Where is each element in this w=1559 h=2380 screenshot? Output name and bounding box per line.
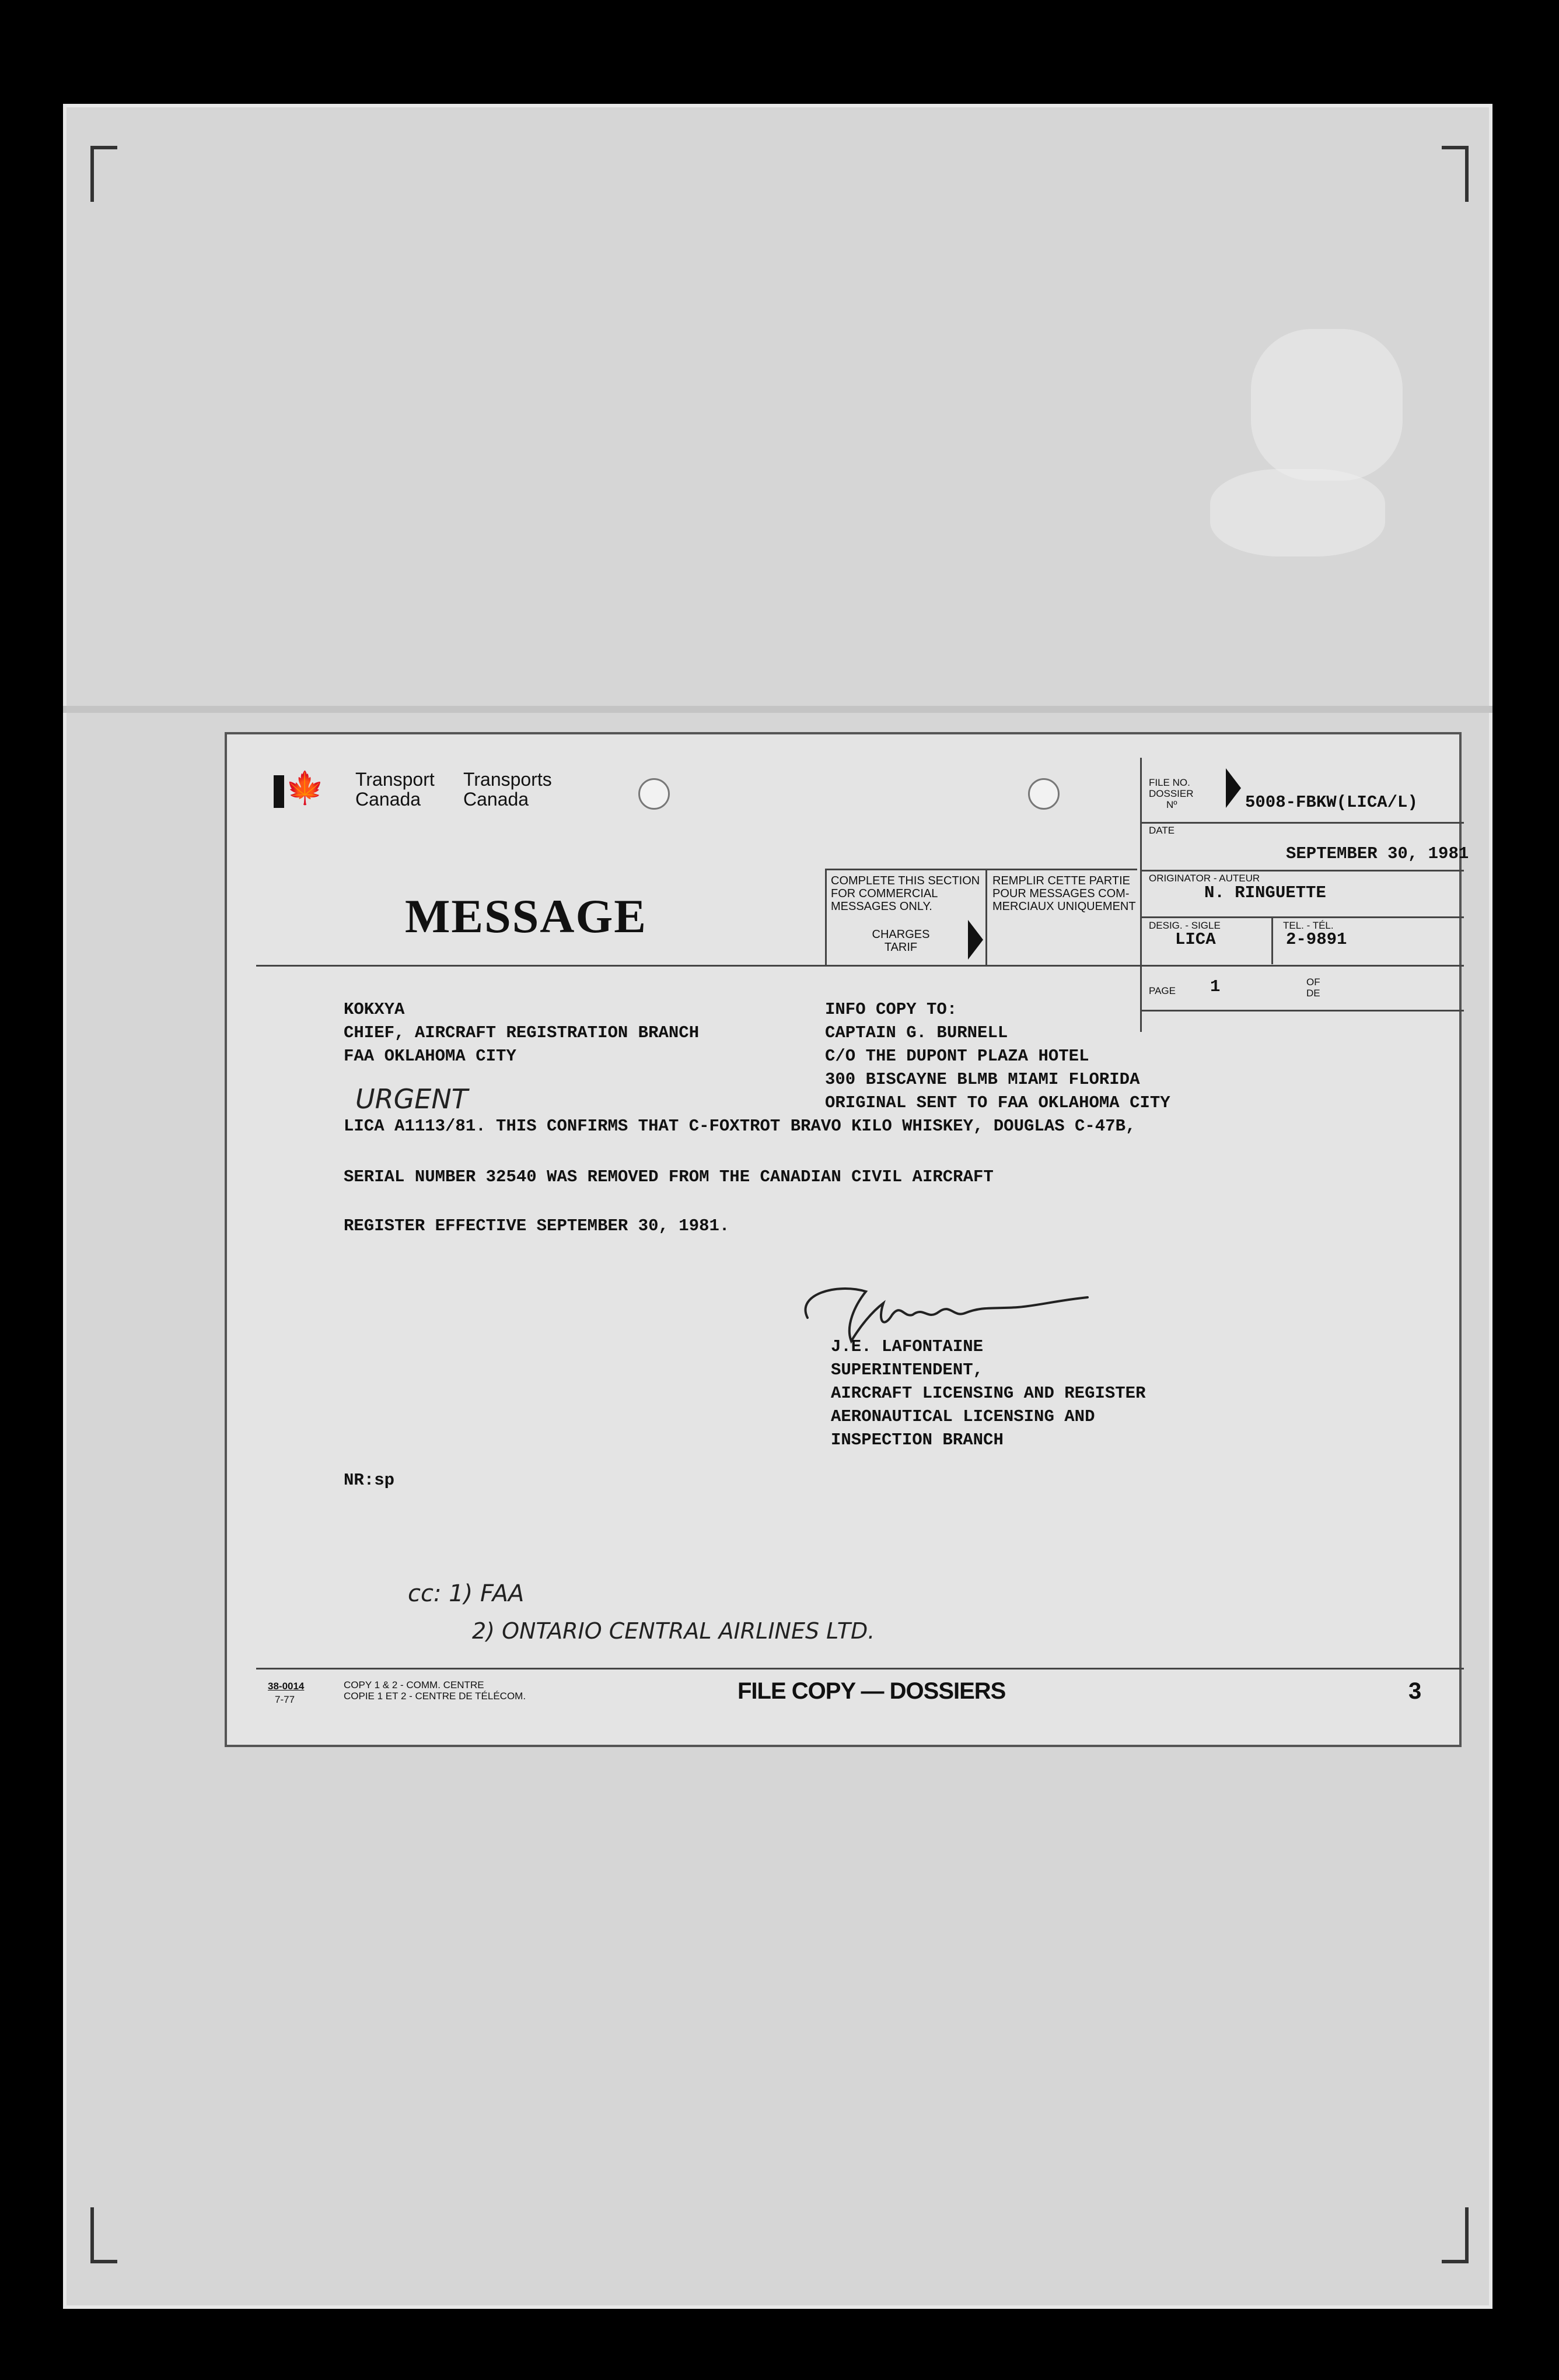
originator-value: N. RINGUETTE bbox=[1204, 883, 1326, 902]
copy-number: 3 bbox=[1408, 1678, 1422, 1704]
date-value: SEPTEMBER 30, 1981 bbox=[1286, 844, 1469, 863]
form-number: 38-0014 bbox=[268, 1681, 305, 1692]
crop-mark bbox=[1442, 146, 1469, 202]
originator-label: ORIGINATOR - AUTEUR bbox=[1149, 873, 1260, 884]
page-value: 1 bbox=[1210, 977, 1221, 996]
flag-bar-icon bbox=[274, 775, 284, 808]
file-copy-label: FILE COPY — DOSSIERS bbox=[737, 1678, 1006, 1704]
desig-label: DESIG. - SIGLE bbox=[1149, 920, 1221, 931]
punch-hole bbox=[1028, 778, 1060, 810]
crop-mark bbox=[90, 2207, 117, 2263]
form-date: 7-77 bbox=[275, 1694, 295, 1705]
water-stain bbox=[1210, 469, 1385, 556]
commercial-note-en: COMPLETE THIS SECTION FOR COMMERCIAL MESSAGES ONLY. bbox=[831, 874, 980, 913]
cc-line-2: 2) ONTARIO CENTRAL AIRLINES LTD. bbox=[472, 1618, 875, 1644]
maple-leaf-icon: 🍁 bbox=[285, 771, 325, 806]
info-copy-block: INFO COPY TO: CAPTAIN G. BURNELL C/O THE DUPONT PLAZA HOTEL 300 BISCAYNE BLMB MIAMI FLORIDA ORIGINAL SENT TO FAA OKLAHOMA CITY bbox=[825, 1000, 1170, 1112]
copy-distribution: COPY 1 & 2 - COMM. CENTRE COPIE 1 ET 2 - CENTRE DE TÉLÉCOM. bbox=[344, 1679, 526, 1702]
tel-value: 2-9891 bbox=[1286, 930, 1347, 949]
body-line-1: LICA A1113/81. THIS CONFIRMS THAT C-FOXTROT BRAVO KILO WHISKEY, DOUGLAS C-47B, bbox=[344, 1116, 1136, 1136]
gov-name-fr: Transports Canada bbox=[463, 769, 552, 810]
charges-label: CHARGES TARIF bbox=[872, 928, 930, 954]
form-title: MESSAGE bbox=[405, 890, 647, 943]
file-number: 5008-FBKW(LICA/L) bbox=[1245, 793, 1418, 812]
file-arrow-icon bbox=[1226, 768, 1241, 808]
page-fold-shadow bbox=[63, 706, 1492, 713]
charges-arrow-icon bbox=[968, 920, 983, 960]
desig-value: LICA bbox=[1175, 930, 1216, 949]
punch-hole bbox=[638, 778, 670, 810]
message-form bbox=[225, 732, 1469, 1747]
of-label: OF DE bbox=[1306, 977, 1320, 999]
crop-mark bbox=[90, 146, 117, 202]
gov-name-en: Transport Canada bbox=[355, 769, 435, 810]
signature-block: J.E. LAFONTAINE SUPERINTENDENT, AIRCRAFT LICENSING AND REGISTER AERONAUTICAL LICENSING AND INSPECTION BRANCH bbox=[831, 1337, 1146, 1450]
commercial-note-fr: REMPLIR CETTE PARTIE POUR MESSAGES COM- MERCIAUX UNIQUEMENT bbox=[992, 874, 1136, 913]
page-label: PAGE bbox=[1149, 985, 1176, 996]
file-no-label: FILE NO. DOSSIER Nº bbox=[1149, 777, 1194, 810]
urgent-handwritten: URGENT bbox=[355, 1083, 468, 1115]
tel-label: TEL. - TÉL. bbox=[1283, 920, 1334, 931]
body-line-3: REGISTER EFFECTIVE SEPTEMBER 30, 1981. bbox=[344, 1216, 730, 1236]
body-line-2: SERIAL NUMBER 32540 WAS REMOVED FROM THE CANADIAN CIVIL AIRCRAFT bbox=[344, 1167, 994, 1186]
water-stain bbox=[1251, 329, 1403, 481]
cc-line-1: cc: 1) FAA bbox=[408, 1580, 525, 1607]
date-label: DATE bbox=[1149, 825, 1175, 836]
addressee-block: KOKXYA CHIEF, AIRCRAFT REGISTRATION BRANCH FAA OKLAHOMA CITY bbox=[344, 1000, 700, 1066]
crop-mark bbox=[1442, 2207, 1469, 2263]
typist-initials: NR:sp bbox=[344, 1471, 395, 1490]
